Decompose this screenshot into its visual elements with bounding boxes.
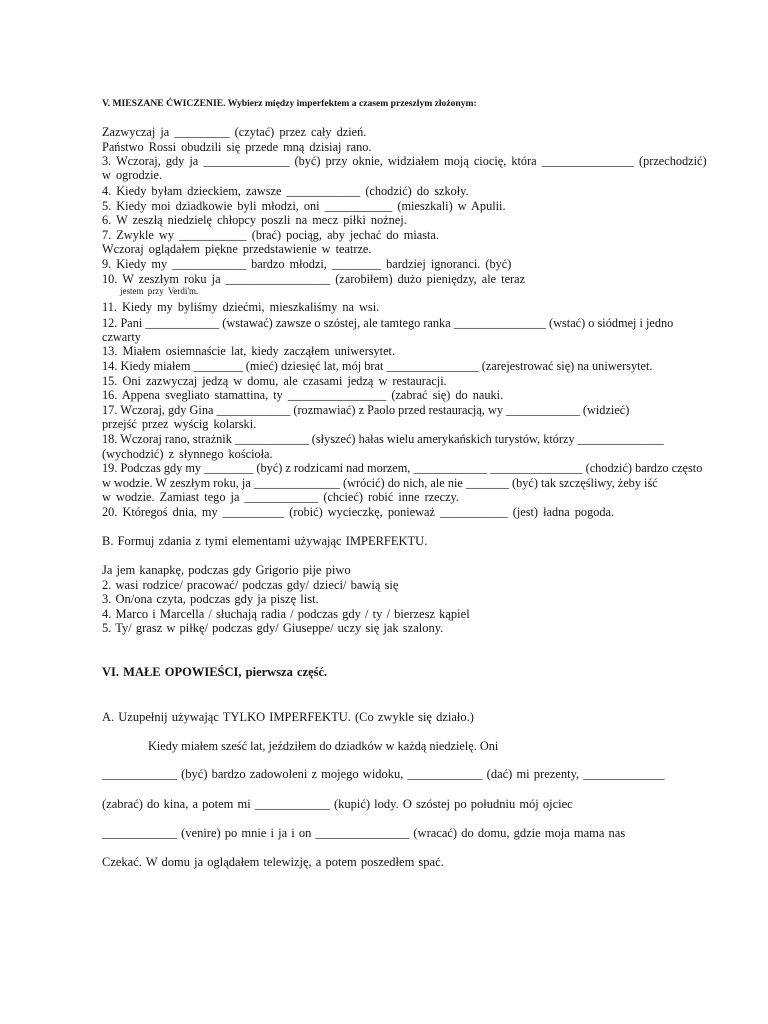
exercise-line: Zazwyczaj ja _________ (czytać) przez cały dzień. (102, 125, 367, 139)
story-line: ____________ (venire) po mnie i ja i on _______________ (wracać) do domu, gdzie moja mama nas (102, 826, 626, 840)
exercise-line: 10. W zeszłym roku ja _________________ (zarobiłem) dużo pieniędzy, ale teraz (102, 272, 526, 286)
exercise-line: 2. wasi rodzice/ pracować/ podczas gdy/ dzieci/ bawią się (102, 578, 399, 592)
exercise-line: 5. Kiedy moi dziadkowie byli młodzi, oni ___________ (mieszkali) w Apulii. (102, 199, 506, 213)
exercise-line: przejść przez wyścig kolarski. (102, 417, 257, 431)
exercise-line: 13. Miałem osiemnaście lat, kiedy zacząłem uniwersytet. (102, 344, 396, 358)
exercise-line: Państwo Rossi obudzili się przede mną dzisiaj rano. (102, 140, 372, 154)
exercise-line: czwarty (102, 330, 141, 344)
exercise-line: 19. Podczas gdy my ________ (być) z rodzicami nad morzem, ____________ _______________ (chodzić) bardzo często (102, 461, 703, 475)
exercise-line: 20. Któregoś dnia, my __________ (robić) wycieczkę, ponieważ ___________ (jest) ładna pogoda. (102, 505, 615, 519)
exercise-line: (wychodzić) z słynnego kościoła. (102, 447, 273, 461)
story-line: Czekać. W domu ja oglądałem telewizję, a potem poszedłem spać. (102, 855, 444, 869)
exercise-line: 3. On/ona czyta, podczas gdy ja piszę list. (102, 592, 319, 606)
exercise-line: 11. Kiedy my byliśmy dziećmi, mieszkaliśmy na wsi. (102, 300, 380, 314)
exercise-line: 6. W zeszłą niedzielę chłopcy poszli na mecz piłki nożnej. (102, 213, 407, 227)
exercise-line: w wodzie. Zamiast tego ja ____________ (chcieć) robić inne rzeczy. (102, 490, 459, 504)
exercise-line: 5. Ty/ grasz w piłkę/ podczas gdy/ Giuseppe/ uczy się jak szalony. (102, 621, 444, 635)
exercise-line: 14. Kiedy miałem ________ (mieć) dziesięć lat, mój brat _______________ (zarejestrować się) na uniwersytet. (102, 359, 653, 373)
exercise-line: 18. Wczoraj rano, strażnik ____________ (słyszeć) hałas wielu amerykańskich turystów, którzy ______________ (102, 432, 664, 446)
exercise-line: 3. Wczoraj, gdy ja ______________ (być) przy oknie, widziałem moją ciocię, która _______________ (przechodzić) (102, 154, 707, 168)
exercise-line: 16. Appena svegliato stamattina, ty ________________ (zabrać się) do nauki. (102, 388, 504, 402)
exercise-line: Wczoraj oglądałem piękne przedstawienie w teatrze. (102, 242, 372, 256)
exercise-line: w wodzie. W zeszłym roku, ja ______________ (wrócić) do nich, ale nie _______ (być) tak szczęśliwy, żeby iść (102, 476, 658, 490)
exercise-line: 9. Kiedy my ____________ bardzo młodzi, ________ bardziej ignoranci. (być) (102, 257, 512, 271)
exercise-line: 17. Wczoraj, gdy Gina ____________ (rozmawiać) z Paolo przed restauracją, wy ____________ (widzieć) (102, 403, 630, 417)
story-line: Kiedy miałem sześć lat, jeździłem do dziadków w każdą niedzielę. Oni (148, 739, 499, 753)
section-vi-heading: VI. MAŁE OPOWIEŚCI, pierwsza część. (102, 665, 328, 679)
exercise-line: 15. Oni zazwyczaj jedzą w domu, ale czasami jedzą w restauracji. (102, 374, 447, 388)
section-vi-subheading: A. Uzupełnij używając TYLKO IMPERFEKTU. (Co zwykle się działo.) (102, 710, 474, 724)
exercise-line: 12. Pani ____________ (wstawać) zawsze o szóstej, ale tamtego ranka _______________ (wstać) o siódmej i jedno (102, 316, 674, 330)
section-v-heading: V. MIESZANE ĆWICZENIE. Wybierz między imperfektem a czasem przeszłym złożonym: (102, 98, 477, 109)
exercise-line: Ja jem kanapkę, podczas gdy Grigorio pije piwo (102, 563, 351, 577)
exercise-line: 7. Zwykle wy ___________ (brać) pociąg, aby jechać do miasta. (102, 228, 439, 242)
exercise-note: jestem przy Verdi'm. (120, 286, 199, 296)
story-line: ____________ (być) bardzo zadowoleni z mojego widoku, ____________ (dać) mi prezenty, _____________ (102, 767, 665, 781)
story-line: (zabrać) do kina, a potem mi ____________ (kupić) lody. O szóstej po południu mój ojciec (102, 797, 573, 811)
section-b-heading: B. Formuj zdania z tymi elementami używając IMPERFEKTU. (102, 534, 428, 548)
exercise-line: 4. Kiedy byłam dzieckiem, zawsze ____________ (chodzić) do szkoły. (102, 184, 469, 198)
exercise-line: 4. Marco i Marcella / słuchają radia / podczas gdy / ty / bierzesz kąpiel (102, 607, 470, 621)
exercise-line: w ogrodzie. (102, 168, 163, 182)
